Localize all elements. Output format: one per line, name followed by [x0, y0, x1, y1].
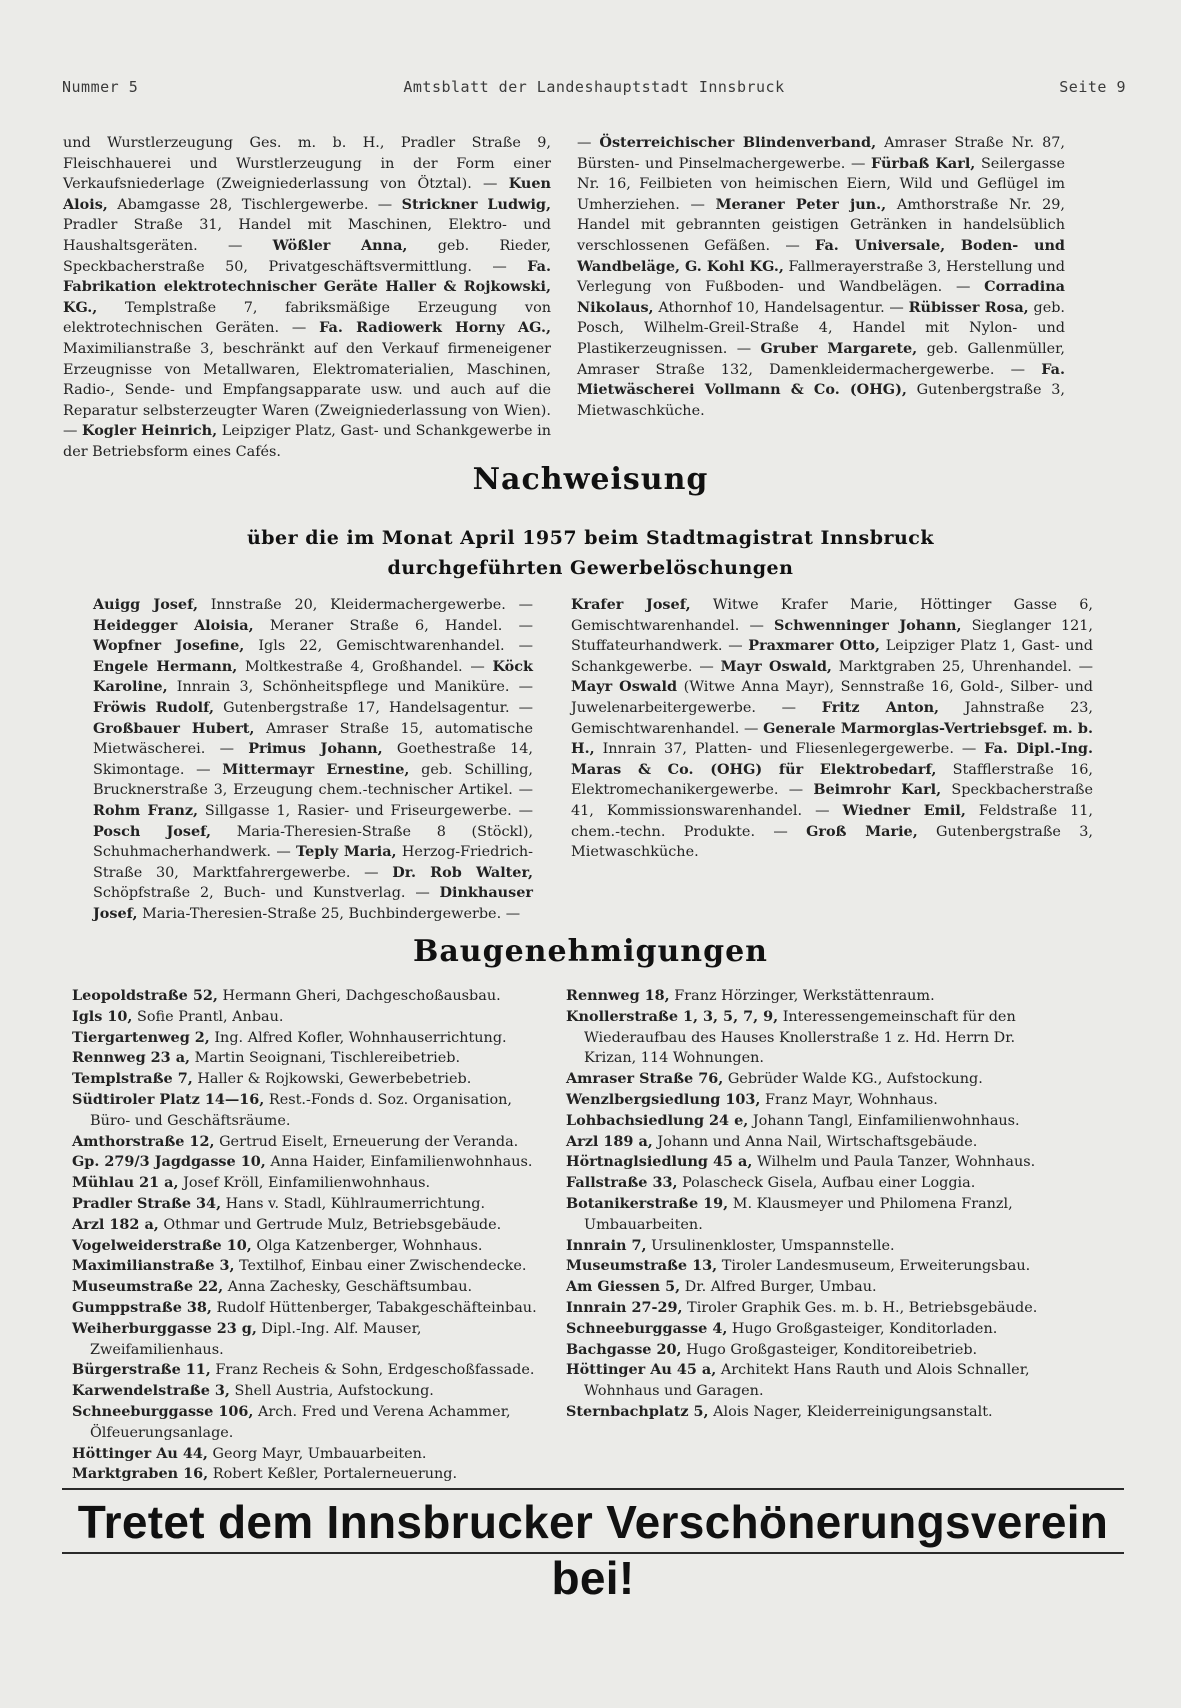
- entry: Posch Josef, Maria-Theresien-Straße 8 (Stöckl), Schuhmacherhandwerk.: [93, 822, 534, 861]
- entry: Wößler Anna, geb. Rieder, Speckbacherstraße 50, Privatgeschäftsvermittlung.: [63, 236, 551, 275]
- list-item: Arzl 182 a, Othmar und Gertrude Mulz, Betriebsgebäude.: [72, 1215, 502, 1233]
- entry: Mayr Oswald (Witwe Anna Mayr), Sennstraße 16, Gold-, Silber- und Juwelenarbeitergewerbe.: [571, 678, 1094, 716]
- entry: Fa. Mietwäscherei Vollmann & Co. (OHG), Gutenbergstraße 3, Mietwaschküche.: [577, 360, 1065, 419]
- entry: Rohm Franz, Sillgasse 1, Rasier- und Friseurgewerbe.: [93, 801, 512, 819]
- list-item: Bachgasse 20, Hugo Großgasteiger, Konditoreibetrieb.: [566, 1340, 978, 1358]
- nachweisung-title: Nachweisung: [472, 462, 709, 497]
- entry: Kuen Alois, Abamgasse 28, Tischlergewerbe.: [63, 175, 551, 213]
- list-item: Arzl 189 a, Johann und Anna Nail, Wirtschaftsgebäude.: [566, 1132, 978, 1150]
- entry: Krafer Josef, Witwe Krafer Marie, Höttinger Gasse 6, Gemischtwarenhandel.: [571, 596, 1093, 634]
- entry: Fa. Radiowerk Horny AG., Maximilianstraße 3, beschränkt auf den Verkauf firmeneigener Erzeugnisse von Metallwaren, Elektromaterialien, Maschinen, Radio-, Sende- und Empfangsapparate usw. und auch auf die Reparatur selbsterzeugter Waren (Zweigniederlassung von Wien).: [63, 319, 551, 419]
- entry: Praxmarer Otto, Leipziger Platz 1, Gast- und Schankgewerbe.: [571, 637, 1093, 675]
- list-item: Amthorstraße 12, Gertrud Eiselt, Erneuerung der Veranda.: [72, 1132, 519, 1150]
- list-item: Am Giessen 5, Dr. Alfred Burger, Umbau.: [566, 1278, 877, 1296]
- list-item: Innrain 27-29, Tiroler Graphik Ges. m. b. H., Betriebsgebäude.: [566, 1298, 1038, 1316]
- publication-title: Amtsblatt der Landeshauptstadt Innsbruck: [403, 78, 785, 96]
- list-item: Knollerstraße 1, 3, 5, 7, 9, Interessengemeinschaft für den Wiederaufbau des Hauses Knollerstraße 1 z. Hd. Herrn Dr. Krizan, 114 Wohnungen.: [566, 1007, 1016, 1067]
- entry: Teply Maria, Herzog-Friedrich-Straße 30, Marktfahrergewerbe.: [93, 843, 534, 881]
- list-item: Vogelweiderstraße 10, Olga Katzenberger, Wohnhaus.: [72, 1236, 483, 1254]
- list-item: Rennweg 18, Franz Hörzinger, Werkstättenraum.: [566, 987, 935, 1004]
- list-item: Gp. 279/3 Jagdgasse 10, Anna Haider, Einfamilienwohnhaus.: [72, 1153, 533, 1171]
- entry: Fa. Fabrikation elektrotechnischer Geräte Haller & Rojkowski, KG., Templstraße 7, fabriksmäßige Erzeugung von elektrotechnischen Geräten.: [63, 257, 552, 337]
- list-item: Schneeburggasse 106, Arch. Fred und Verena Achammer, Ölfeuerungsanlage.: [72, 1402, 511, 1441]
- list-item: Botanikerstraße 19, M. Klausmeyer und Philomena Franzl, Umbauarbeiten.: [566, 1194, 1013, 1233]
- entry: Köck Karoline, Innrain 3, Schönheitspflege und Maniküre.: [93, 657, 534, 696]
- list-item: Höttinger Au 44, Georg Mayr, Umbauarbeiten.: [72, 1444, 427, 1462]
- entry: Gruber Margarete, geb. Gallenmüller, Amraser Straße 132, Damenkleidermachergewerbe.: [577, 339, 1066, 378]
- entry: Großbauer Hubert, Amraser Straße 15, automatische Mietwäscherei.: [93, 719, 534, 758]
- top-column-left: und Wurstlerzeugung Ges. m. b. H., Pradler Straße 9, Fleischhauerei und Wurstlerzeugung in der Form einer Verkaufsniederlage (Zweigniederlassung von Ötztal). — Kuen Alois, Abamgasse 28, Tischlergewerbe. — Strickner Ludwig, Pradler Straße 31, Handel mit Maschinen, Elektro- und Haushaltsgeräten. — Wößler Anna, geb. Rieder, Speckbacherstraße 50, Privatgeschäftsvermittlung. — Fa. Fabrikation elektrotechnischer Geräte Haller & Rojkowski, KG., Templstraße 7, fabriksmäßige Erzeugung von elektrotechnischen Geräten. — Fa. Radiowerk Horny AG., Maximilianstraße 3, beschränkt auf den Verkauf firmeneigener Erzeugnisse von Metallwaren, Elektromaterialien, Maschinen, Radio-, Sende- und Empfangsapparate usw. und auch auf die Reparatur selbsterzeugter Waren (Zweigniederlassung von Wien). — Kogler Heinrich, Leipziger Platz, Gast- und Schankgewerbe in der Betriebsform eines Cafés.: [63, 135, 552, 460]
- entry: Fa. Dipl.-Ing. Maras & Co. (OHG) für Elektrobedarf, Stafflerstraße 16, Elektromechanikergewerbe.: [571, 740, 1094, 799]
- list-item: Hörtnaglsiedlung 45 a, Wilhelm und Paula Tanzer, Wohnhaus.: [566, 1153, 1036, 1171]
- list-item: Pradler Straße 34, Hans v. Stadl, Kühlraumerrichtung.: [72, 1194, 486, 1212]
- advertisement-banner: Tretet dem Innsbrucker Verschönerungsverein bei!: [77, 1496, 1109, 1604]
- entry: und Wurstlerzeugung Ges. m. b. H., Pradler Straße 9, Fleischhauerei und Wurstlerzeugung in der Form einer Verkaufsniederlage (Zweigniederlassung von Ötztal).: [63, 135, 551, 193]
- list-item: Wenzlbergsiedlung 103, Franz Mayr, Wohnhaus.: [566, 1090, 938, 1108]
- list-item: Templstraße 7, Haller & Rojkowski, Gewerbebetrieb.: [72, 1070, 472, 1088]
- nachweisung-subtitle-line2: durchgeführten Gewerbelöschungen: [387, 557, 794, 579]
- page-header: [62, 78, 1126, 102]
- list-item: Höttinger Au 45 a, Architekt Hans Rauth und Alois Schnaller, Wohnhaus und Garagen.: [566, 1361, 1030, 1400]
- entry: Strickner Ludwig, Pradler Straße 31, Handel mit Maschinen, Elektro- und Haushaltsgeräten.: [63, 195, 551, 254]
- entry: Wopfner Josefine, Igls 22, Gemischtwarenhandel.: [93, 637, 505, 655]
- list-item: Schneeburggasse 4, Hugo Großgasteiger, Konditorladen.: [566, 1319, 998, 1337]
- list-item: Amraser Straße 76, Gebrüder Walde KG., Aufstockung.: [566, 1070, 983, 1088]
- entry: Beimrohr Karl, Speckbacherstraße 41, Kommissionswarenhandel.: [571, 781, 1094, 819]
- issue-number: Nummer 5: [62, 78, 139, 96]
- list-item: Museumstraße 13, Tiroler Landesmuseum, Erweiterungsbau.: [566, 1257, 1031, 1275]
- baugenehmigungen-column-right: [566, 986, 1054, 1423]
- divider: [62, 1552, 1124, 1554]
- list-item: Bürgerstraße 11, Franz Recheis & Sohn, Erdgeschoßfassade.: [72, 1361, 535, 1379]
- list-item: Lohbachsiedlung 24 e, Johann Tangl, Einfamilienwohnhaus.: [566, 1111, 1020, 1129]
- baugenehmigungen-title: Baugenehmigungen: [413, 934, 768, 969]
- entry: Kogler Heinrich, Leipziger Platz, Gast- und Schankgewerbe in der Betriebsform eines Cafés.: [63, 422, 551, 460]
- nachweisung-subtitle-line1: über die im Monat April 1957 beim Stadtmagistrat Innsbruck: [246, 527, 935, 549]
- entry: Meraner Peter jun., Amthorstraße Nr. 29, Handel mit gebrannten geistigen Getränken in handelsüblich verschlossenen Gefäßen.: [577, 195, 1065, 254]
- list-item: Tiergartenweg 2, Ing. Alfred Kofler, Wohnhauserrichtung.: [72, 1028, 507, 1046]
- entry: Schwenninger Johann, Sieglanger 121, Stuffateurhandwerk.: [571, 616, 1093, 655]
- list-item: Maximilianstraße 3, Textilhof, Einbau einer Zwischendecke.: [72, 1257, 527, 1275]
- list-item: Weiherburggasse 23 g, Dipl.-Ing. Alf. Mauser, Zweifamilienhaus.: [72, 1319, 422, 1358]
- list-item: Museumstraße 22, Anna Zachesky, Geschäftsumbau.: [72, 1278, 473, 1296]
- entry: Fröwis Rudolf, Gutenbergstraße 17, Handelsagentur.: [93, 698, 510, 716]
- entry: Generale Marmorglas-Vertriebsgef. m. b. H., Innrain 37, Platten- und Fliesenlegergewerbe.: [571, 719, 1093, 758]
- divider: [62, 1488, 1124, 1490]
- list-item: Sternbachplatz 5, Alois Nager, Kleiderreinigungsanstalt.: [566, 1402, 993, 1420]
- entry: Rübisser Rosa, geb. Posch, Wilhelm-Greil-Straße 4, Handel mit Nylon- und Plastikerzeugnissen.: [577, 298, 1065, 357]
- entry: Wiedner Emil, Feldstraße 11, chem.-techn. Produkte.: [571, 801, 1094, 840]
- entry: Dr. Rob Walter, Schöpfstraße 2, Buch- und Kunstverlag.: [93, 863, 534, 902]
- page-number: Seite 9: [1059, 78, 1126, 96]
- list-item: Karwendelstraße 3, Shell Austria, Aufstockung.: [72, 1382, 434, 1400]
- entry: Engele Hermann, Moltkestraße 4, Großhandel.: [93, 657, 463, 675]
- loeschungen-column-left: Auigg Josef, Innstraße 20, Kleidermachergewerbe. — Heidegger Aloisia, Meraner Straße 6, Handel. — Wopfner Josefine, Igls 22, Gemischtwarenhandel. — Engele Hermann, Moltkestraße 4, Großhandel. — Köck Karoline, Innrain 3, Schönheitspflege und Maniküre. — Fröwis Rudolf, Gutenbergstraße 17, Handelsagentur. — Großbauer Hubert, Amraser Straße 15, automatische Mietwäscherei. — Primus Johann, Goethestraße 14, Skimontage. — Mittermayr Ernestine, geb. Schilling, Brucknerstraße 3, Erzeugung chem.-technischer Artikel. — Rohm Franz, Sillgasse 1, Rasier- und Friseurgewerbe. — Posch Josef, Maria-Theresien-Straße 8 (Stöckl), Schuhmacherhandwerk. — Teply Maria, Herzog-Friedrich-Straße 30, Marktfahrergewerbe. — Dr. Rob Walter, Schöpfstraße 2, Buch- und Kunstverlag. — Dinkhauser Josef, Maria-Theresien-Straße 25, Buchbindergewerbe. —: [93, 596, 534, 922]
- entry: Österreichischer Blindenverband, Amraser Straße Nr. 87, Bürsten- und Pinselmachergewerbe.: [577, 134, 1065, 172]
- list-item: Innrain 7, Ursulinenkloster, Umspannstelle.: [566, 1236, 895, 1254]
- list-item: Fallstraße 33, Polascheck Gisela, Aufbau einer Loggia.: [566, 1174, 976, 1192]
- list-item: Leopoldstraße 52, Hermann Gheri, Dachgeschoßausbau.: [72, 987, 501, 1004]
- list-item: Mühlau 21 a, Josef Kröll, Einfamilienwohnhaus.: [72, 1174, 431, 1192]
- entry: Fürbaß Karl, Seilergasse Nr. 16, Feilbieten von heimischen Eiern, Wild und Geflügel im Umherziehen.: [577, 154, 1065, 213]
- entry: Heidegger Aloisia, Meraner Straße 6, Handel.: [93, 616, 503, 634]
- list-item: Gumppstraße 38, Rudolf Hüttenberger, Tabakgeschäfteinbau.: [72, 1298, 537, 1316]
- entry: Mayr Oswald, Marktgraben 25, Uhrenhandel.: [720, 657, 1072, 675]
- top-column-right: — Österreichischer Blindenverband, Amraser Straße Nr. 87, Bürsten- und Pinselmachergewerbe. — Fürbaß Karl, Seilergasse Nr. 16, Feilbieten von heimischen Eiern, Wild und Geflügel im Umherziehen. — Meraner Peter jun., Amthorstraße Nr. 29, Handel mit gebrannten geistigen Getränken in handelsüblich verschlossenen Gefäßen. — Fa. Universale, Boden- und Wandbeläge, G. Kohl KG., Fallmerayerstraße 3, Herstellung und Verlegung von Fußboden- und Wandbelägen. — Corradina Nikolaus, Athornhof 10, Handelsagentur. — Rübisser Rosa, geb. Posch, Wilhelm-Greil-Straße 4, Handel mit Nylon- und Plastikerzeugnissen. — Gruber Margarete, geb. Gallenmüller, Amraser Straße 132, Damenkleidermachergewerbe. — Fa. Mietwäscherei Vollmann & Co. (OHG), Gutenbergstraße 3, Mietwaschküche.: [577, 134, 1066, 419]
- list-item: Rennweg 23 a, Martin Seoignani, Tischlereibetrieb.: [72, 1049, 461, 1067]
- entry: Groß Marie, Gutenbergstraße 3, Mietwaschküche.: [571, 822, 1094, 861]
- list-item: Südtiroler Platz 14—16, Rest.-Fonds d. Soz. Organisation, Büro- und Geschäftsräume.: [72, 1090, 512, 1129]
- entry: Primus Johann, Goethestraße 14, Skimontage.: [93, 740, 533, 778]
- entry: Mittermayr Ernestine, geb. Schilling, Brucknerstraße 3, Erzeugung chem.-technischer Artikel.: [93, 760, 533, 799]
- loeschungen-column-right: Krafer Josef, Witwe Krafer Marie, Höttinger Gasse 6, Gemischtwarenhandel. — Schwenninger Johann, Sieglanger 121, Stuffateurhandwerk. — Praxmarer Otto, Leipziger Platz 1, Gast- und Schankgewerbe. — Mayr Oswald, Marktgraben 25, Uhrenhandel. — Mayr Oswald (Witwe Anna Mayr), Sennstraße 16, Gold-, Silber- und Juwelenarbeitergewerbe. — Fritz Anton, Jahnstraße 23, Gemischtwarenhandel. — Generale Marmorglas-Vertriebsgef. m. b. H., Innrain 37, Platten- und Fliesenlegergewerbe. — Fa. Dipl.-Ing. Maras & Co. (OHG) für Elektrobedarf, Stafflerstraße 16, Elektromechanikergewerbe. — Beimrohr Karl, Speckbacherstraße 41, Kommissionswarenhandel. — Wiedner Emil, Feldstraße 11, chem.-techn. Produkte. — Groß Marie, Gutenbergstraße 3, Mietwaschküche.: [571, 596, 1094, 861]
- entry: Fritz Anton, Jahnstraße 23, Gemischtwarenhandel.: [571, 698, 1093, 737]
- list-item: Marktgraben 16, Robert Keßler, Portalerneuerung.: [72, 1465, 458, 1483]
- entry: Fa. Universale, Boden- und Wandbeläge, G. Kohl KG., Fallmerayerstraße 3, Herstellung und Verlegung von Fußboden- und Wandbelägen.: [577, 236, 1066, 296]
- list-item: Igls 10, Sofie Prantl, Anbau.: [72, 1007, 284, 1025]
- baugenehmigungen-column-left: [72, 986, 553, 1485]
- entry: Auigg Josef, Innstraße 20, Kleidermachergewerbe.: [93, 596, 506, 613]
- entry: Dinkhauser Josef, Maria-Theresien-Straße 25, Buchbindergewerbe.: [93, 884, 533, 922]
- entry: Corradina Nikolaus, Athornhof 10, Handelsagentur.: [577, 278, 1065, 316]
